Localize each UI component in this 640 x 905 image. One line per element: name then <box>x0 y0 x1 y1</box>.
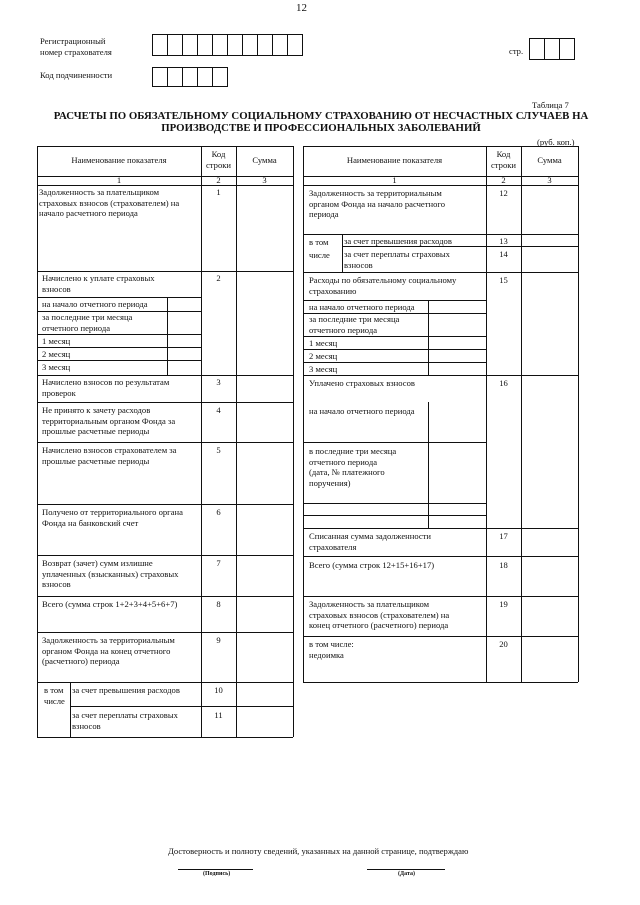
row-10-code: 10 <box>214 685 223 695</box>
reg-number-field[interactable] <box>152 34 302 56</box>
row-16-label: Уплачено страховых взносов <box>309 378 415 388</box>
row-2-sub-start: на начало отчетного периода <box>42 299 148 309</box>
row-11-code: 11 <box>214 710 223 720</box>
row-9-label: Задолженность за территориальным органом Фонда на конец отчетного (расчетного) периода <box>42 635 175 666</box>
row-2-code: 2 <box>216 273 221 283</box>
subordination-code-label: Код подчиненности <box>40 70 113 80</box>
row-15-code: 15 <box>499 275 508 285</box>
confirmation-statement: Достоверность и полноту сведений, указанных на данной странице, подтверждаю <box>168 846 469 856</box>
row-3-code: 3 <box>216 377 221 387</box>
row-11-label: за счет переплаты страховых взносов <box>72 710 178 731</box>
date-line[interactable] <box>367 869 445 870</box>
row-8-label: Всего (сумма строк 1+2+3+4+5+6+7) <box>42 599 178 609</box>
row-20-label: в том числе: недоимка <box>309 639 354 660</box>
reg-number-label: Регистрационный номер страхователя <box>40 36 112 57</box>
row-15-sub-month-3: 3 месяц <box>309 364 338 374</box>
units-label: (руб. коп.) <box>537 137 575 147</box>
page-title: РАСЧЕТЫ ПО ОБЯЗАТЕЛЬНОМУ СОЦИАЛЬНОМУ СТРАХОВАНИЮ ОТ НЕСЧАСТНЫХ СЛУЧАЕВ НА ПРОИЗВОДСТВЕ И ПРОФЕССИОНАЛЬНЫХ ЗАБОЛЕВАНИЙ <box>53 110 589 134</box>
row-7-label: Возврат (зачет) сумм излишне уплаченных (взысканных) страховых взносов <box>42 558 179 589</box>
row-16-code: 16 <box>499 378 508 388</box>
row-14-code: 14 <box>499 249 508 259</box>
left-col-code-header: Код строки <box>205 149 232 170</box>
right-col-code-header: Код строки <box>490 149 517 170</box>
row-13-label: за счет превышения расходов <box>344 236 452 246</box>
row-18-code: 18 <box>499 560 508 570</box>
row-1-code: 1 <box>216 187 221 197</box>
left-col-num-2: 2 <box>216 175 221 185</box>
row-13-code: 13 <box>499 236 508 246</box>
right-including-label: в том числе <box>309 237 330 260</box>
table-label: Таблица 7 <box>532 100 569 110</box>
row-15-sub-month-1: 1 месяц <box>309 338 338 348</box>
row-14-label: за счет переплаты страховых взносов <box>344 249 450 270</box>
row-4-label: Не принято к зачету расходов территориальным органом Фонда за прошлые расчетные периоды <box>42 405 176 436</box>
row-12-code: 12 <box>499 188 508 198</box>
row-4-code: 4 <box>216 405 221 415</box>
row-2-label: Начислено к уплате страховых взносов <box>42 273 155 294</box>
row-19-code: 19 <box>499 599 508 609</box>
left-col-name-header: Наименование показателя <box>71 155 167 165</box>
page-label: стр. <box>509 46 524 56</box>
row-2-sub-month-2: 2 месяц <box>42 349 71 359</box>
signature-label: (Подпись) <box>203 871 231 877</box>
row-3-label: Начислено взносов по результатам проверок <box>42 377 170 398</box>
left-col-num-1: 1 <box>116 175 122 185</box>
row-7-code: 7 <box>216 558 221 568</box>
signature-line[interactable] <box>178 869 253 870</box>
row-18-label: Всего (сумма строк 12+15+16+17) <box>309 560 435 570</box>
page-number: 12 <box>296 2 307 14</box>
row-10-label: за счет превышения расходов <box>72 685 180 695</box>
row-20-code: 20 <box>499 639 508 649</box>
row-15-sub-start: на начало отчетного периода <box>309 302 415 312</box>
left-col-num-3: 3 <box>262 175 267 185</box>
row-15-sub-quarter: за последние три месяца отчетного периода <box>309 314 400 335</box>
subordination-code-field[interactable] <box>152 67 227 87</box>
row-5-label: Начислено взносов страхователем за прошлые расчетные периоды <box>42 445 177 466</box>
row-15-label: Расходы по обязательному социальному страхованию <box>309 275 457 296</box>
page-field[interactable] <box>529 38 574 60</box>
row-5-code: 5 <box>216 445 221 455</box>
row-12-label: Задолженность за территориальным органом Фонда на начало расчетного периода <box>309 188 445 219</box>
left-col-sum-header: Сумма <box>252 155 277 165</box>
right-col-name-header: Наименование показателя <box>346 155 443 165</box>
row-2-sub-quarter: за последние три месяца отчетного периода <box>42 312 133 333</box>
row-9-code: 9 <box>216 635 221 645</box>
row-1-label: Задолженность за плательщиком страховых взносов (страхователем) на начало расчетного периода <box>39 187 180 218</box>
row-17-code: 17 <box>499 531 508 541</box>
left-including-label: в том числе <box>44 685 65 706</box>
date-label: (Дата) <box>398 871 415 877</box>
row-2-sub-month-3: 3 месяц <box>42 362 71 372</box>
row-15-sub-month-2: 2 месяц <box>309 351 338 361</box>
right-col-num-2: 2 <box>501 175 506 185</box>
row-2-sub-month-1: 1 месяц <box>42 336 71 346</box>
row-19-label: Задолженность за плательщиком страховых взносов (страхователем) на конец отчетного (расчетного) периода <box>309 599 450 630</box>
right-col-num-3: 3 <box>547 175 552 185</box>
row-17-label: Списанная сумма задолженности страхователя <box>309 531 432 552</box>
row-8-code: 8 <box>216 599 221 609</box>
right-col-sum-header: Сумма <box>537 155 562 165</box>
row-16-sub-start: на начало отчетного периода <box>309 406 415 416</box>
row-6-label: Получено от территориального органа Фонда на банковский счет <box>42 507 183 528</box>
row-16-sub-payments: в последние три месяца отчетного периода (дата, № платежного поручения) <box>309 446 397 488</box>
row-6-code: 6 <box>216 507 221 517</box>
right-col-num-1: 1 <box>392 175 397 185</box>
